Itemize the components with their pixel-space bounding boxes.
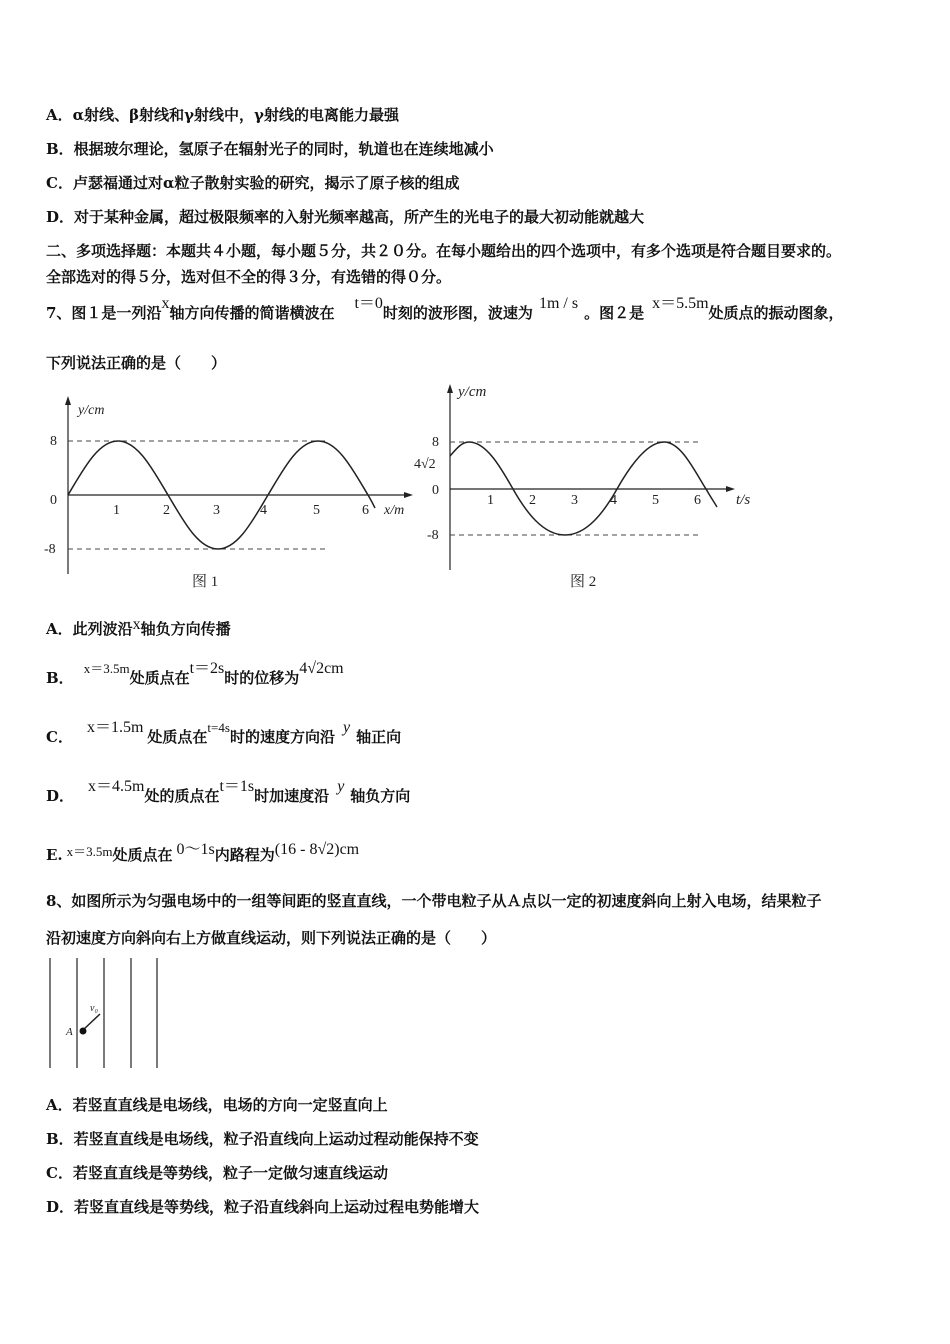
fig1-ytick-neg8: -8 [44,542,56,557]
q8-option-b: B．若竖直直线是电场线，粒子沿直线向上运动过程动能保持不变 [46,1130,479,1148]
q7d-text3: 轴负方向 [350,787,411,805]
q7b-text1: 处质点在 [129,669,190,687]
fig2-caption: 图 2 [570,574,597,590]
fig2-xlabel: t/s [736,492,751,508]
q8-stem-line2: 沿初速度方向斜向右上方做直线运动，则下列说法正确的是（ ） [46,929,497,947]
fig1-xtick-5: 5 [313,503,320,518]
q7c-text1: 处质点在 [147,728,208,746]
q7d-pre: D． [46,787,75,805]
q7b-pre: B． [46,669,74,687]
q7d-math-x: x＝4.5m [88,778,145,795]
fig1-xtick-6: 6 [362,503,369,518]
q7-stem-part3: 时刻的波形图，波速为 [382,304,533,322]
q7d-text2: 时加速度沿 [254,787,330,805]
fig2-xtick-5: 5 [652,493,659,508]
particle-point-a [80,1028,87,1035]
q7b-math-t: t＝2s [189,660,225,677]
q7-option-e [46,842,359,865]
fig2-xtick-6: 6 [694,493,701,508]
q7e-math-interval: 0～1s [176,841,215,858]
fig1-xlabel: x/m [384,503,405,518]
q7c-text3: 轴正向 [356,728,402,746]
fig1-caption: 图 1 [192,574,219,590]
section2-instructions-line1: 二、多项选择题：本题共４小题，每小题５分，共２０分。在每小题给出的四个选项中，有多个选项是符合题目要求的。 [46,242,842,260]
q7d-math-t: t＝1s [219,778,255,795]
q7b-math-displacement: 4√2cm [299,660,344,677]
q7-math-xpos: x＝5.5m [652,295,709,312]
fig2-ylabel: y/cm [458,384,487,400]
q7-option-a [46,618,231,639]
fig2-xtick-1: 1 [487,493,494,508]
q7c-text2: 时的速度方向沿 [229,728,335,746]
q7c-math-y: y [342,719,351,736]
q8-option-d: D．若竖直直线是等势线，粒子沿直线斜向上运动过程电势能增大 [46,1198,480,1216]
q7d-math-y: y [337,778,345,795]
fig2-ytick-0: 0 [432,483,439,498]
q8-figure-field-lines [44,956,164,1072]
fig1-xtick-2: 2 [163,503,170,518]
q7-stem-line2: 下列说法正确的是（ ） [46,354,227,372]
fig2-y-arrow [447,384,453,393]
point-a-label: A [66,1026,73,1038]
fig1-ytick-8: 8 [50,434,57,449]
section2-instructions-line2: 全部选对的得５分，选对但不全的得３分，有选错的得０分。 [46,268,452,286]
fig2-t-arrow [726,486,735,492]
q8-option-c: C．若竖直直线是等势线，粒子一定做匀速直线运动 [46,1164,388,1182]
q7-option-b [46,660,344,688]
q7-math-v: 1m / s [538,295,579,312]
q6-option-b: B．根据玻尔理论，氢原子在辐射光子的同时，轨道也在连续地减小 [46,140,494,158]
fig2-xtick-3: 3 [571,493,578,508]
fig2-xtick-4: 4 [610,493,617,508]
fig1-ylabel: y/cm [78,403,105,418]
q7-stem-part5: 处质点的振动图象， [708,304,844,322]
q7-stem-part4: 。图２是 [584,304,645,322]
q7c-math-t: t=4s [207,720,230,735]
q7e-math-x: x＝3.5m [66,844,113,859]
q7c-pre: C． [46,728,73,746]
velocity-label: v₀ [90,1003,98,1014]
q7e-text1: 处质点在 [112,846,173,864]
fig2-ytick-8: 8 [432,435,439,450]
fig2-ytick-4root2: 4√2 [414,457,436,472]
q7-math-t0: t＝0 [354,295,383,312]
q6-option-d: D．对于某种金属，超过极限频率的入射光频率越高，所产生的光电子的最大初动能就越大 [46,208,645,226]
fig1-xtick-4: 4 [260,503,267,518]
q7-stem-line1 [46,295,844,323]
q7c-math-x: x＝1.5m [86,719,144,736]
q7-stem-part2: 轴方向传播的简谐横波在 [169,304,335,322]
q8-stem-line1: 8、如图所示为匀强电场中的一组等间距的竖直直线，一个带电粒子从Ａ点以一定的初速度斜向上射入电场，结果粒子 [46,892,822,910]
q7-math-x: x [161,295,170,312]
q7e-text2: 内路程为 [214,846,275,864]
q6-option-a: A．α射线、β射线和γ射线中，γ射线的电离能力最强 [46,106,399,124]
q7b-math-x: x＝3.5m [83,661,130,676]
q7-option-c [46,719,402,747]
q7b-text2: 时的位移为 [224,669,300,687]
q7-figure1-waveform [40,392,420,592]
fig1-xtick-1: 1 [113,503,120,518]
fig1-y-arrow [65,396,71,405]
q8-option-a: A．若竖直直线是电场线，电场的方向一定竖直向上 [46,1096,388,1114]
q7-figure2-vibration [410,380,770,592]
q7d-text1: 处的质点在 [144,787,220,805]
q7a-post: 轴负方向传播 [140,620,231,638]
velocity-vector [83,1014,100,1030]
q7a-pre: A．此列波沿 [46,620,133,638]
q7e-pre: E. [46,846,63,864]
q6-option-c: C．卢瑟福通过对α粒子散射实验的研究，揭示了原子核的组成 [46,174,460,192]
q7-option-d [46,778,411,806]
q7a-math-x: x [132,616,141,633]
q7e-math-path: (16 - 8√2)cm [274,841,360,858]
q7-stem-part1: 7、图１是一列沿 [46,304,162,322]
fig2-ytick-neg8: -8 [427,528,439,543]
fig1-xtick-3: 3 [213,503,220,518]
fig1-ytick-0: 0 [50,493,57,508]
fig2-xtick-2: 2 [529,493,536,508]
